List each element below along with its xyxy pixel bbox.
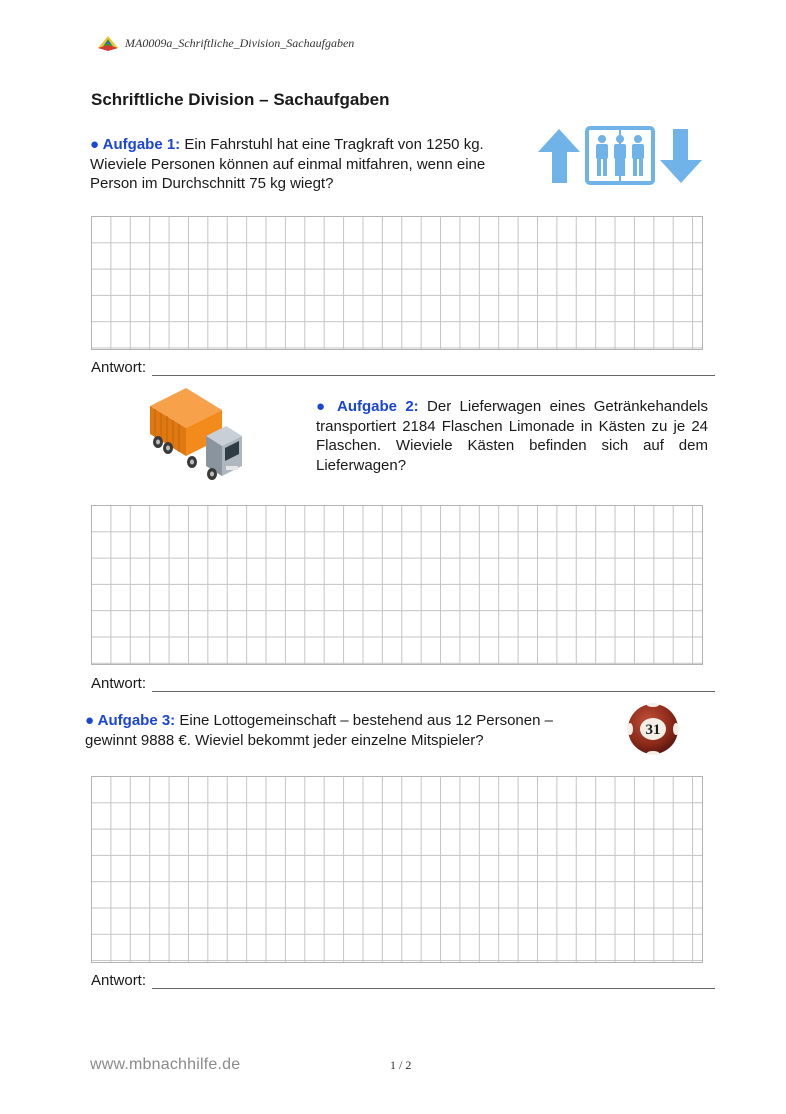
answer-label-2: Antwort: xyxy=(91,675,147,692)
answer-line-2[interactable] xyxy=(91,675,715,692)
task-2 xyxy=(316,397,708,475)
answer-line-1[interactable] xyxy=(91,359,715,376)
task-1-label: ● Aufgabe 1: xyxy=(90,136,181,153)
task-2-label: ● Aufgabe 2: xyxy=(316,398,419,415)
lotto-ball-number: 31 xyxy=(645,722,661,738)
document-id: MA0009a_Schriftliche_Division_Sachaufgaben xyxy=(125,35,355,50)
elevator-icon xyxy=(536,125,706,187)
task-2-text: Der Lieferwagen eines Getränkehandels transportiert 2184 Flaschen Limonade in Kästen zu je 24 Flaschen. Wieviele Kästen befinden sich auf dem Lieferwagen? xyxy=(316,398,709,474)
book-logo-icon xyxy=(97,35,119,51)
answer-input-3[interactable] xyxy=(152,974,715,989)
truck-icon xyxy=(146,386,246,482)
task-1 xyxy=(90,135,530,194)
task-3-text: Eine Lottogemeinschaft – bestehend aus 12 Personen – gewinnt 9888 €. Wieviel bekommt jeder einzelne Mitspieler? xyxy=(85,712,553,749)
answer-line-3[interactable] xyxy=(91,972,715,989)
footer-url[interactable]: www.mbnachhilfe.de xyxy=(90,1056,241,1073)
calculation-grid-1[interactable] xyxy=(91,216,703,350)
task-3 xyxy=(85,711,605,750)
answer-input-1[interactable] xyxy=(152,361,715,376)
document-header xyxy=(97,33,354,53)
calculation-grid-3[interactable] xyxy=(91,776,703,963)
page-title: Schriftliche Division – Sachaufgaben xyxy=(91,90,390,109)
lotto-ball-icon xyxy=(627,703,679,755)
calculation-grid-2[interactable] xyxy=(91,505,703,665)
task-3-label: ● Aufgabe 3: xyxy=(85,712,176,729)
page-number: 1 / 2 xyxy=(390,1058,412,1072)
answer-input-2[interactable] xyxy=(152,677,715,692)
task-1-text: Ein Fahrstuhl hat eine Tragkraft von 1250 kg. Wieviele Personen können auf einmal mitfahren, wenn eine Person im Durchschnitt 75 kg wiegt? xyxy=(90,136,486,192)
answer-label-3: Antwort: xyxy=(91,972,147,989)
answer-label-1: Antwort: xyxy=(91,359,147,376)
